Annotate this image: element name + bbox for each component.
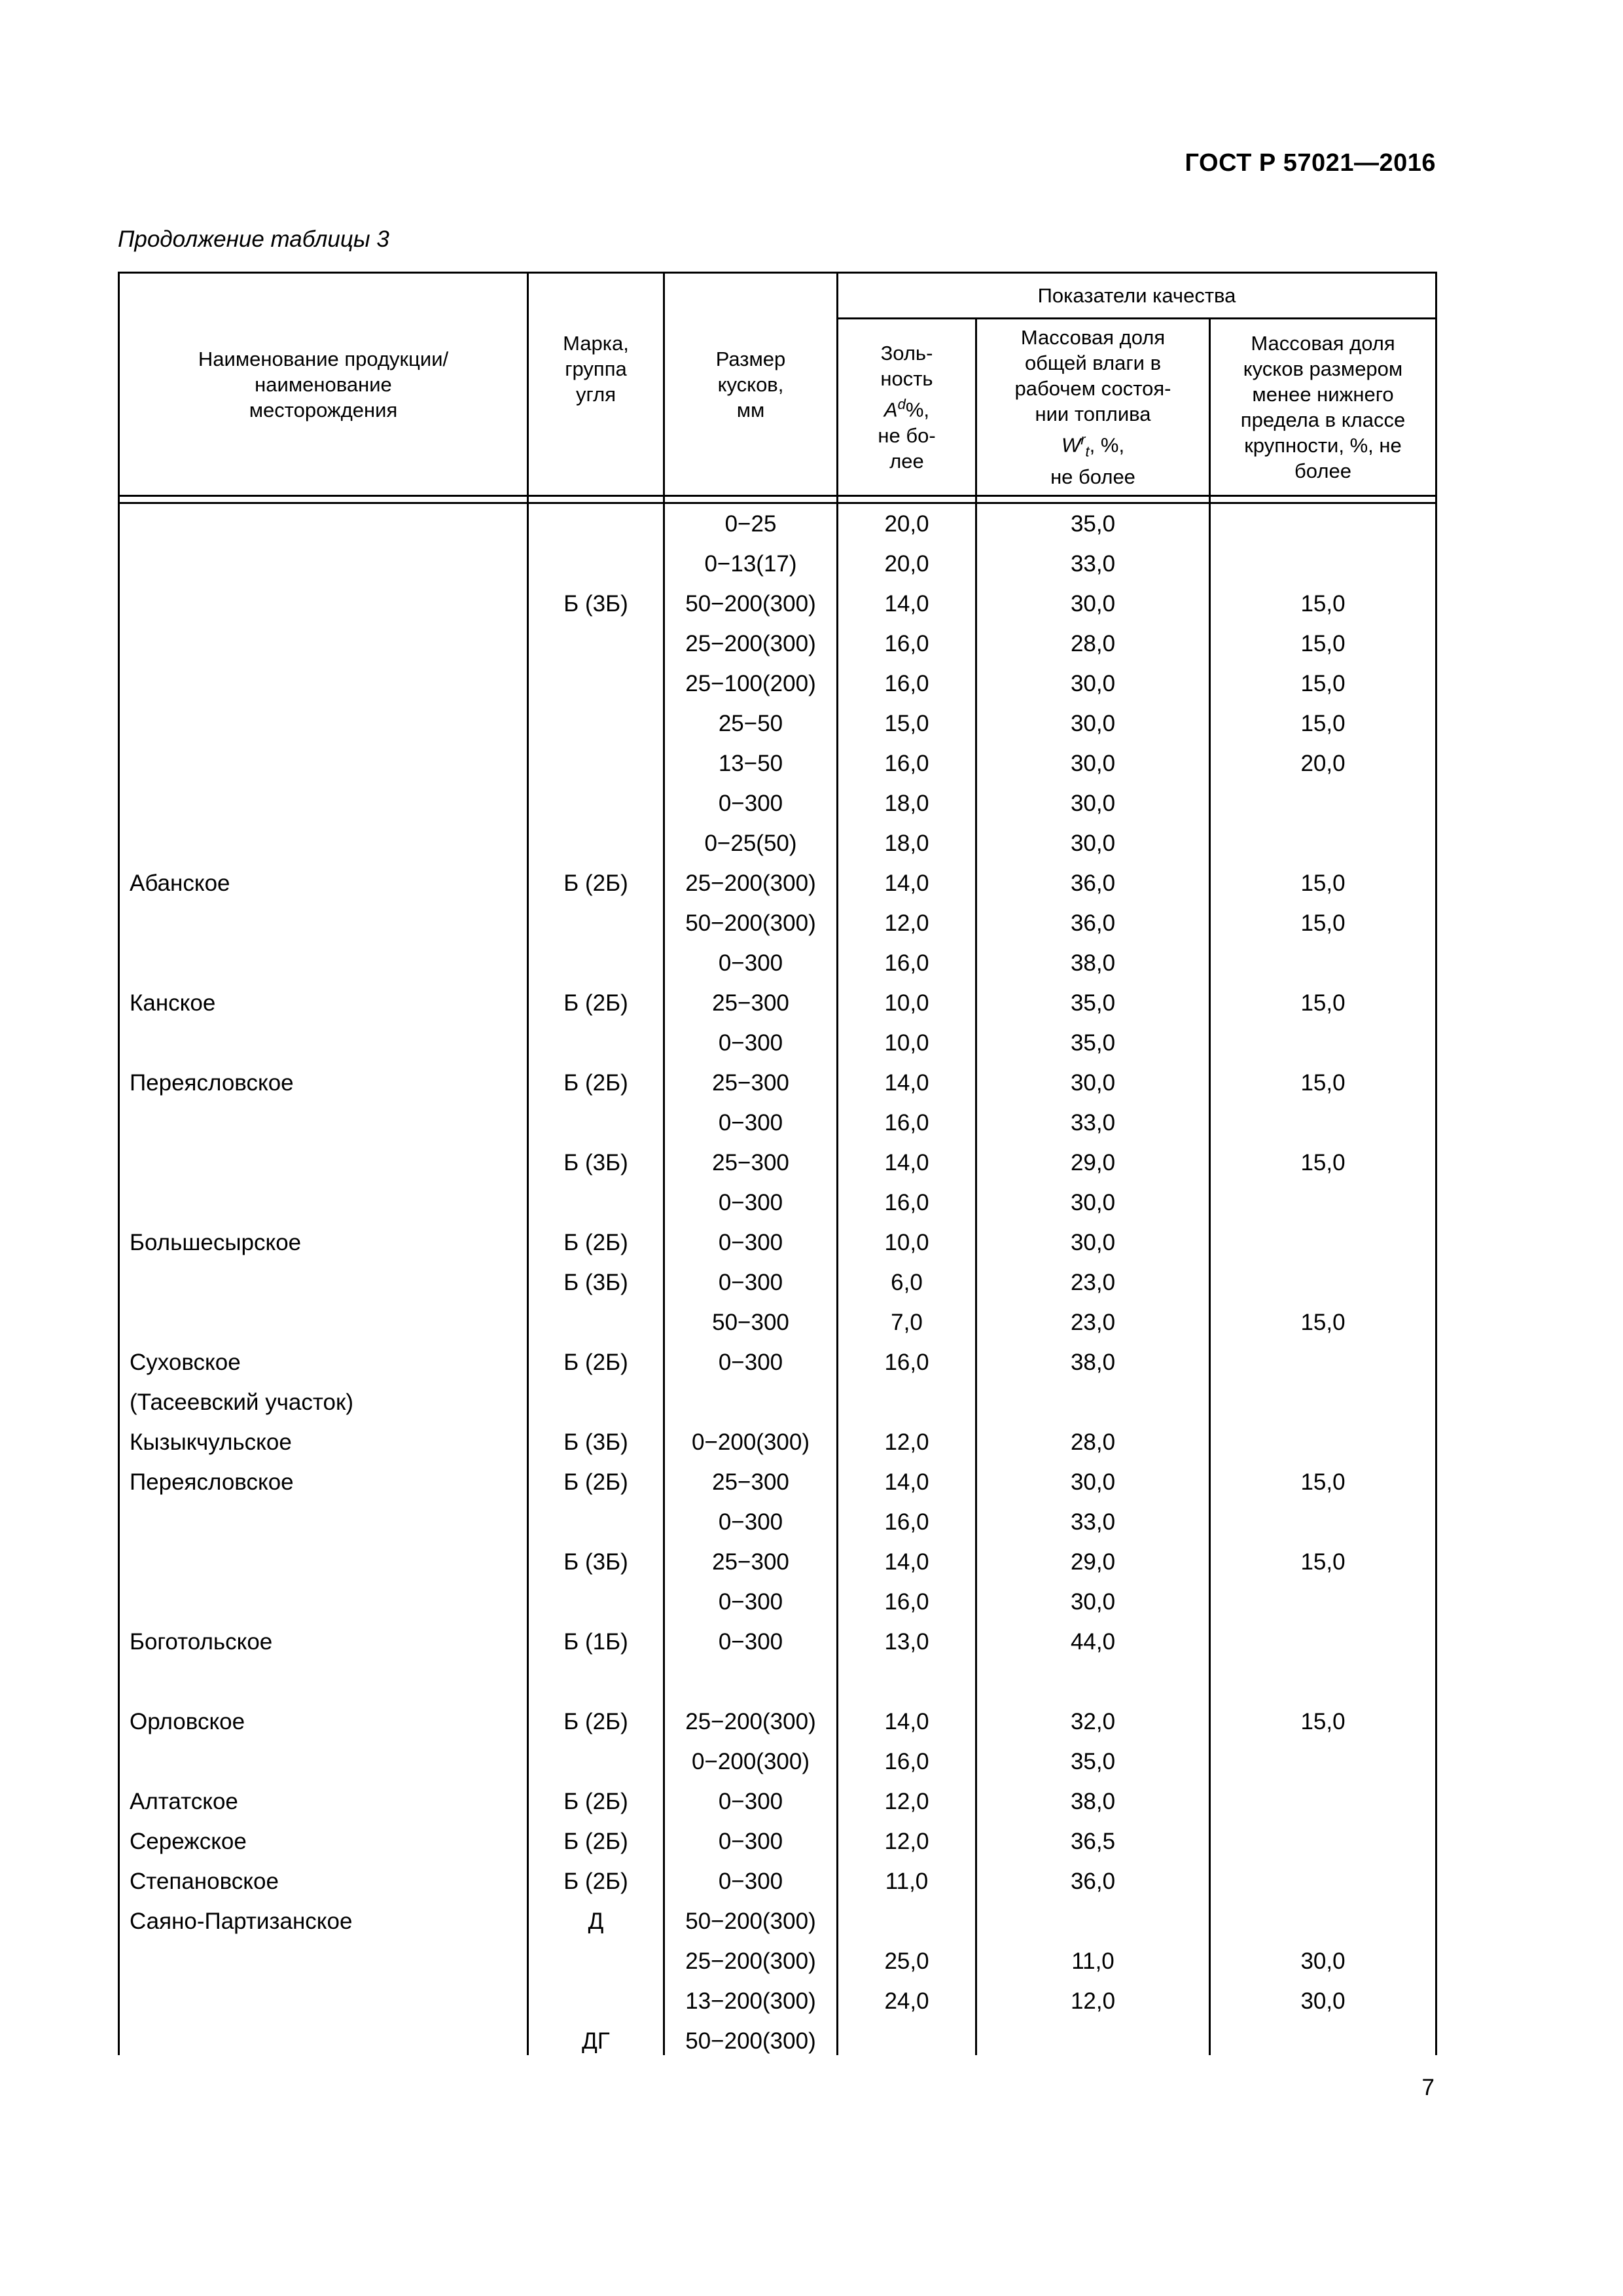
cell-grade: Б (2Б) (563, 1789, 628, 1814)
table-border (118, 495, 1437, 497)
cell-grade (529, 1742, 663, 1782)
cell-ash: 25,0 (884, 1948, 929, 1974)
cell-ash: 13,0 (884, 1629, 929, 1655)
cell-ash: 14,0 (884, 1150, 929, 1175)
cell-moisture: 44,0 (1070, 1629, 1116, 1655)
cell-size: 0−300 (718, 1190, 783, 1215)
cell-size: 25−300 (712, 1549, 789, 1575)
cell-ash (838, 1901, 975, 1941)
cell-fines (1211, 1382, 1435, 1422)
cell-moisture: 28,0 (1070, 631, 1116, 656)
cell-size: 25−300 (712, 1150, 789, 1175)
cell-moisture: 33,0 (1070, 1509, 1116, 1535)
table-row (118, 1662, 1437, 1702)
column-header-moisture: Массовая доля общей влаги в рабочем состоя- нии топлива $W^r_t$, %, не более (1014, 325, 1171, 489)
cell-grade (529, 1502, 663, 1542)
cell-fines (1211, 1582, 1435, 1622)
table-row (118, 1302, 1437, 1342)
cell-grade (529, 624, 663, 664)
cell-moisture: 33,0 (1070, 1110, 1116, 1136)
cell-ash: 12,0 (884, 1829, 929, 1854)
table-row (118, 744, 1437, 783)
cell-fines: 15,0 (1300, 671, 1346, 696)
cell-size: 25−100(200) (685, 671, 816, 696)
table-row (118, 1782, 1437, 1821)
cell-size: 50−200(300) (685, 2028, 816, 2054)
table-row (118, 1941, 1437, 1981)
cell-size: 0−200(300) (691, 1429, 810, 1455)
cell-size: 0−300 (718, 1589, 783, 1615)
table-row (118, 704, 1437, 744)
cell-name: Абанское (130, 870, 230, 896)
table-continuation-caption: Продолжение таблицы 3 (118, 226, 389, 252)
cell-fines (1211, 1662, 1435, 1702)
cell-fines (1211, 1742, 1435, 1782)
cell-size: 50−300 (712, 1310, 789, 1335)
cell-grade: Б (2Б) (563, 990, 628, 1016)
table-row (118, 1702, 1437, 1742)
cell-moisture: 36,0 (1070, 870, 1116, 896)
cell-name: Канское (130, 990, 216, 1016)
table-row (118, 1422, 1437, 1462)
column-header-size: Размер кусков, мм (715, 347, 786, 422)
cell-ash: 12,0 (884, 1789, 929, 1814)
cell-ash (838, 1662, 975, 1702)
table-row (118, 1223, 1437, 1263)
cell-ash: 24,0 (884, 1988, 929, 2014)
document-code: ГОСТ Р 57021—2016 (1185, 149, 1436, 177)
cell-ash: 14,0 (884, 1070, 929, 1096)
cell-grade: Б (2Б) (563, 1869, 628, 1894)
cell-size: 0−300 (718, 1829, 783, 1854)
cell-name: Алтатское (130, 1789, 238, 1814)
cell-fines: 15,0 (1300, 1469, 1346, 1495)
cell-moisture: 36,5 (1070, 1829, 1116, 1854)
cell-moisture (977, 1901, 1209, 1941)
cell-size: 25−300 (712, 990, 789, 1016)
cell-fines (1211, 1422, 1435, 1462)
table-row (118, 1263, 1437, 1302)
cell-size: 0−25 (724, 511, 777, 537)
table-row (118, 983, 1437, 1023)
cell-ash: 20,0 (884, 551, 929, 577)
table-row (118, 1901, 1437, 1941)
column-header-grade: Марка, группа угля (563, 331, 629, 406)
cell-moisture: 30,0 (1070, 1070, 1116, 1096)
cell-moisture: 35,0 (1070, 1749, 1116, 1774)
cell-fines (1211, 1223, 1435, 1263)
cell-fines: 15,0 (1300, 1150, 1346, 1175)
cell-size: 0−300 (718, 791, 783, 816)
cell-grade (529, 1183, 663, 1223)
cell-size: 50−200(300) (685, 910, 816, 936)
cell-size: 25−200(300) (685, 870, 816, 896)
cell-moisture: 29,0 (1070, 1150, 1116, 1175)
cell-size: 0−300 (718, 1030, 783, 1056)
cell-grade (529, 1382, 663, 1422)
cell-fines (1211, 1263, 1435, 1302)
cell-ash: 20,0 (884, 511, 929, 537)
cell-moisture: 30,0 (1070, 591, 1116, 617)
cell-fines (1211, 783, 1435, 823)
cell-size: 0−13(17) (704, 551, 797, 577)
cell-moisture: 28,0 (1070, 1429, 1116, 1455)
table-row (118, 504, 1437, 544)
table-row (118, 584, 1437, 624)
cell-ash: 18,0 (884, 791, 929, 816)
cell-name: Сережское (130, 1829, 247, 1854)
cell-moisture: 30,0 (1070, 1589, 1116, 1615)
cell-grade: Б (2Б) (563, 1350, 628, 1375)
cell-ash: 15,0 (884, 711, 929, 736)
cell-moisture (977, 1382, 1209, 1422)
cell-name: Большесырское (130, 1230, 302, 1255)
cell-grade (529, 1582, 663, 1622)
cell-moisture: 23,0 (1070, 1310, 1116, 1335)
cell-moisture: 12,0 (1070, 1988, 1116, 2014)
table-row (118, 783, 1437, 823)
cell-size: 0−300 (718, 1110, 783, 1136)
table-row (118, 943, 1437, 983)
cell-ash: 16,0 (884, 1110, 929, 1136)
cell-moisture: 11,0 (1071, 1948, 1115, 1974)
cell-grade (529, 1302, 663, 1342)
table-body (118, 504, 1437, 2061)
cell-ash: 12,0 (884, 910, 929, 936)
column-group-header-quality: Показатели качества (1037, 284, 1236, 307)
table-row (118, 1861, 1437, 1901)
cell-grade: Б (3Б) (563, 591, 628, 617)
cell-size (665, 1662, 836, 1702)
cell-name: Степановское (130, 1869, 279, 1894)
cell-moisture (977, 2021, 1209, 2061)
cell-name: Боготольское (130, 1629, 273, 1655)
cell-fines: 15,0 (1300, 910, 1346, 936)
cell-fines: 15,0 (1300, 990, 1346, 1016)
cell-ash: 10,0 (884, 1230, 929, 1255)
cell-moisture: 30,0 (1070, 711, 1116, 736)
cell-fines: 15,0 (1300, 1310, 1346, 1335)
cell-ash: 10,0 (884, 1030, 929, 1056)
table-row (118, 1502, 1437, 1542)
cell-size: 0−300 (718, 1869, 783, 1894)
cell-name: Саяно-Партизанское (130, 1909, 353, 1934)
cell-ash: 6,0 (891, 1270, 923, 1295)
cell-ash: 7,0 (891, 1310, 923, 1335)
cell-moisture: 30,0 (1070, 1230, 1116, 1255)
cell-moisture: 36,0 (1070, 910, 1116, 936)
table-row (118, 1622, 1437, 1662)
cell-fines (1211, 1502, 1435, 1542)
cell-grade: Б (1Б) (563, 1629, 628, 1655)
cell-size: 0−300 (718, 1629, 783, 1655)
cell-size: 0−300 (718, 1350, 783, 1375)
cell-fines (1211, 544, 1435, 584)
cell-moisture: 30,0 (1070, 831, 1116, 856)
cell-grade (529, 783, 663, 823)
cell-size: 13−200(300) (685, 1988, 816, 2014)
cell-fines: 30,0 (1300, 1988, 1346, 2014)
cell-grade: Б (3Б) (563, 1270, 628, 1295)
cell-size (665, 1382, 836, 1422)
table-row (118, 1542, 1437, 1582)
cell-size: 13−50 (718, 751, 783, 776)
cell-ash: 14,0 (884, 1709, 929, 1734)
cell-ash: 16,0 (884, 1509, 929, 1535)
cell-moisture (977, 1662, 1209, 1702)
cell-ash: 16,0 (884, 1749, 929, 1774)
cell-size: 25−200(300) (685, 631, 816, 656)
table-row (118, 903, 1437, 943)
cell-fines: 30,0 (1300, 1948, 1346, 1974)
cell-name: (Тасеевский участок) (130, 1390, 353, 1415)
cell-fines: 15,0 (1300, 1709, 1346, 1734)
cell-ash: 11,0 (885, 1869, 929, 1894)
cell-grade: Б (3Б) (563, 1549, 628, 1575)
cell-size: 0−300 (718, 950, 783, 976)
cell-fines (1211, 1782, 1435, 1821)
cell-grade: ДГ (582, 2028, 610, 2054)
cell-name: Суховское (130, 1350, 241, 1375)
page-number: 7 (1421, 2075, 1435, 2100)
cell-fines (1211, 1023, 1435, 1063)
cell-ash: 14,0 (884, 591, 929, 617)
cell-name: Орловское (130, 1709, 245, 1734)
cell-grade (529, 1662, 663, 1702)
cell-ash: 16,0 (884, 671, 929, 696)
cell-fines (1211, 1342, 1435, 1382)
cell-moisture: 38,0 (1070, 1350, 1116, 1375)
cell-ash: 14,0 (884, 1549, 929, 1575)
cell-size: 25−300 (712, 1469, 789, 1495)
cell-ash: 16,0 (884, 950, 929, 976)
quality-table (118, 272, 1437, 2055)
cell-moisture: 30,0 (1070, 1190, 1116, 1215)
cell-fines: 15,0 (1300, 870, 1346, 896)
cell-size: 25−50 (718, 711, 783, 736)
cell-fines (1211, 1901, 1435, 1941)
cell-ash: 12,0 (884, 1429, 929, 1455)
table-row (118, 1342, 1437, 1382)
cell-grade: Д (588, 1909, 604, 1934)
table-row (118, 1382, 1437, 1422)
table-row (118, 624, 1437, 664)
cell-grade (529, 1103, 663, 1143)
cell-size: 0−300 (718, 1230, 783, 1255)
column-header-ash: Золь- ность $A^d\%$, не бо- лее (878, 342, 936, 473)
cell-moisture: 33,0 (1070, 551, 1116, 577)
table-row (118, 664, 1437, 704)
cell-name: Кызыкчульское (130, 1429, 292, 1455)
cell-fines (1211, 1622, 1435, 1662)
column-header-fines: Массовая доля кусков размером менее нижнего предела в классе крупности, %, не более (1240, 332, 1406, 482)
cell-grade (529, 1023, 663, 1063)
cell-fines (1211, 823, 1435, 863)
cell-grade (529, 504, 663, 544)
cell-ash: 16,0 (884, 1190, 929, 1215)
table-row (118, 1462, 1437, 1502)
cell-fines: 15,0 (1300, 631, 1346, 656)
cell-fines: 15,0 (1300, 591, 1346, 617)
cell-moisture: 38,0 (1070, 950, 1116, 976)
cell-grade (529, 664, 663, 704)
table-row (118, 1821, 1437, 1861)
cell-moisture: 30,0 (1070, 671, 1116, 696)
cell-grade: Б (3Б) (563, 1150, 628, 1175)
cell-moisture: 30,0 (1070, 1469, 1116, 1495)
cell-moisture: 32,0 (1070, 1709, 1116, 1734)
cell-name: Переясловское (130, 1070, 294, 1096)
cell-grade (529, 903, 663, 943)
table-row (118, 1183, 1437, 1223)
table-row (118, 1582, 1437, 1622)
cell-fines (1211, 2021, 1435, 2061)
cell-size: 50−200(300) (685, 591, 816, 617)
cell-size: 50−200(300) (685, 1909, 816, 1934)
cell-ash: 14,0 (884, 870, 929, 896)
cell-size: 25−200(300) (685, 1948, 816, 1974)
cell-ash: 16,0 (884, 1350, 929, 1375)
column-header-name: Наименование продукции/ наименование месторождения (198, 347, 449, 422)
cell-grade: Б (2Б) (563, 1230, 628, 1255)
cell-fines (1211, 1861, 1435, 1901)
cell-fines: 15,0 (1300, 711, 1346, 736)
table-row (118, 1742, 1437, 1782)
cell-moisture: 36,0 (1070, 1869, 1116, 1894)
cell-ash (838, 2021, 975, 2061)
cell-grade (529, 544, 663, 584)
table-row (118, 823, 1437, 863)
cell-grade (529, 943, 663, 983)
cell-moisture: 30,0 (1070, 751, 1116, 776)
cell-fines: 15,0 (1300, 1549, 1346, 1575)
cell-grade (529, 1981, 663, 2021)
cell-size: 25−300 (712, 1070, 789, 1096)
table-row (118, 544, 1437, 584)
cell-grade: Б (2Б) (563, 870, 628, 896)
cell-size: 0−300 (718, 1789, 783, 1814)
cell-fines (1211, 1103, 1435, 1143)
table-row (118, 1981, 1437, 2021)
cell-fines: 20,0 (1300, 751, 1346, 776)
table-row (118, 863, 1437, 903)
cell-grade (529, 744, 663, 783)
cell-grade: Б (2Б) (563, 1070, 628, 1096)
table-row (118, 1103, 1437, 1143)
table-row (118, 2021, 1437, 2061)
cell-size: 0−25(50) (704, 831, 797, 856)
cell-grade: Б (2Б) (563, 1829, 628, 1854)
cell-moisture: 30,0 (1070, 791, 1116, 816)
cell-grade (529, 823, 663, 863)
cell-moisture: 23,0 (1070, 1270, 1116, 1295)
cell-ash: 14,0 (884, 1469, 929, 1495)
table-row (118, 1023, 1437, 1063)
cell-size: 25−200(300) (685, 1709, 816, 1734)
cell-ash: 16,0 (884, 751, 929, 776)
cell-ash: 10,0 (884, 990, 929, 1016)
cell-grade (529, 704, 663, 744)
table-row (118, 1143, 1437, 1183)
cell-grade: Б (2Б) (563, 1709, 628, 1734)
cell-fines (1211, 1821, 1435, 1861)
cell-name: Переясловское (130, 1469, 294, 1495)
cell-grade: Б (3Б) (563, 1429, 628, 1455)
cell-moisture: 35,0 (1070, 1030, 1116, 1056)
cell-fines (1211, 1183, 1435, 1223)
cell-fines: 15,0 (1300, 1070, 1346, 1096)
cell-moisture: 29,0 (1070, 1549, 1116, 1575)
cell-grade (529, 1941, 663, 1981)
cell-fines (1211, 504, 1435, 544)
cell-size: 0−200(300) (691, 1749, 810, 1774)
cell-ash (838, 1382, 975, 1422)
cell-grade: Б (2Б) (563, 1469, 628, 1495)
cell-size: 0−300 (718, 1270, 783, 1295)
cell-fines (1211, 943, 1435, 983)
cell-size: 0−300 (718, 1509, 783, 1535)
cell-ash: 16,0 (884, 1589, 929, 1615)
cell-ash: 16,0 (884, 631, 929, 656)
cell-moisture: 35,0 (1070, 511, 1116, 537)
table-row (118, 1063, 1437, 1103)
cell-moisture: 38,0 (1070, 1789, 1116, 1814)
cell-moisture: 35,0 (1070, 990, 1116, 1016)
cell-ash: 18,0 (884, 831, 929, 856)
